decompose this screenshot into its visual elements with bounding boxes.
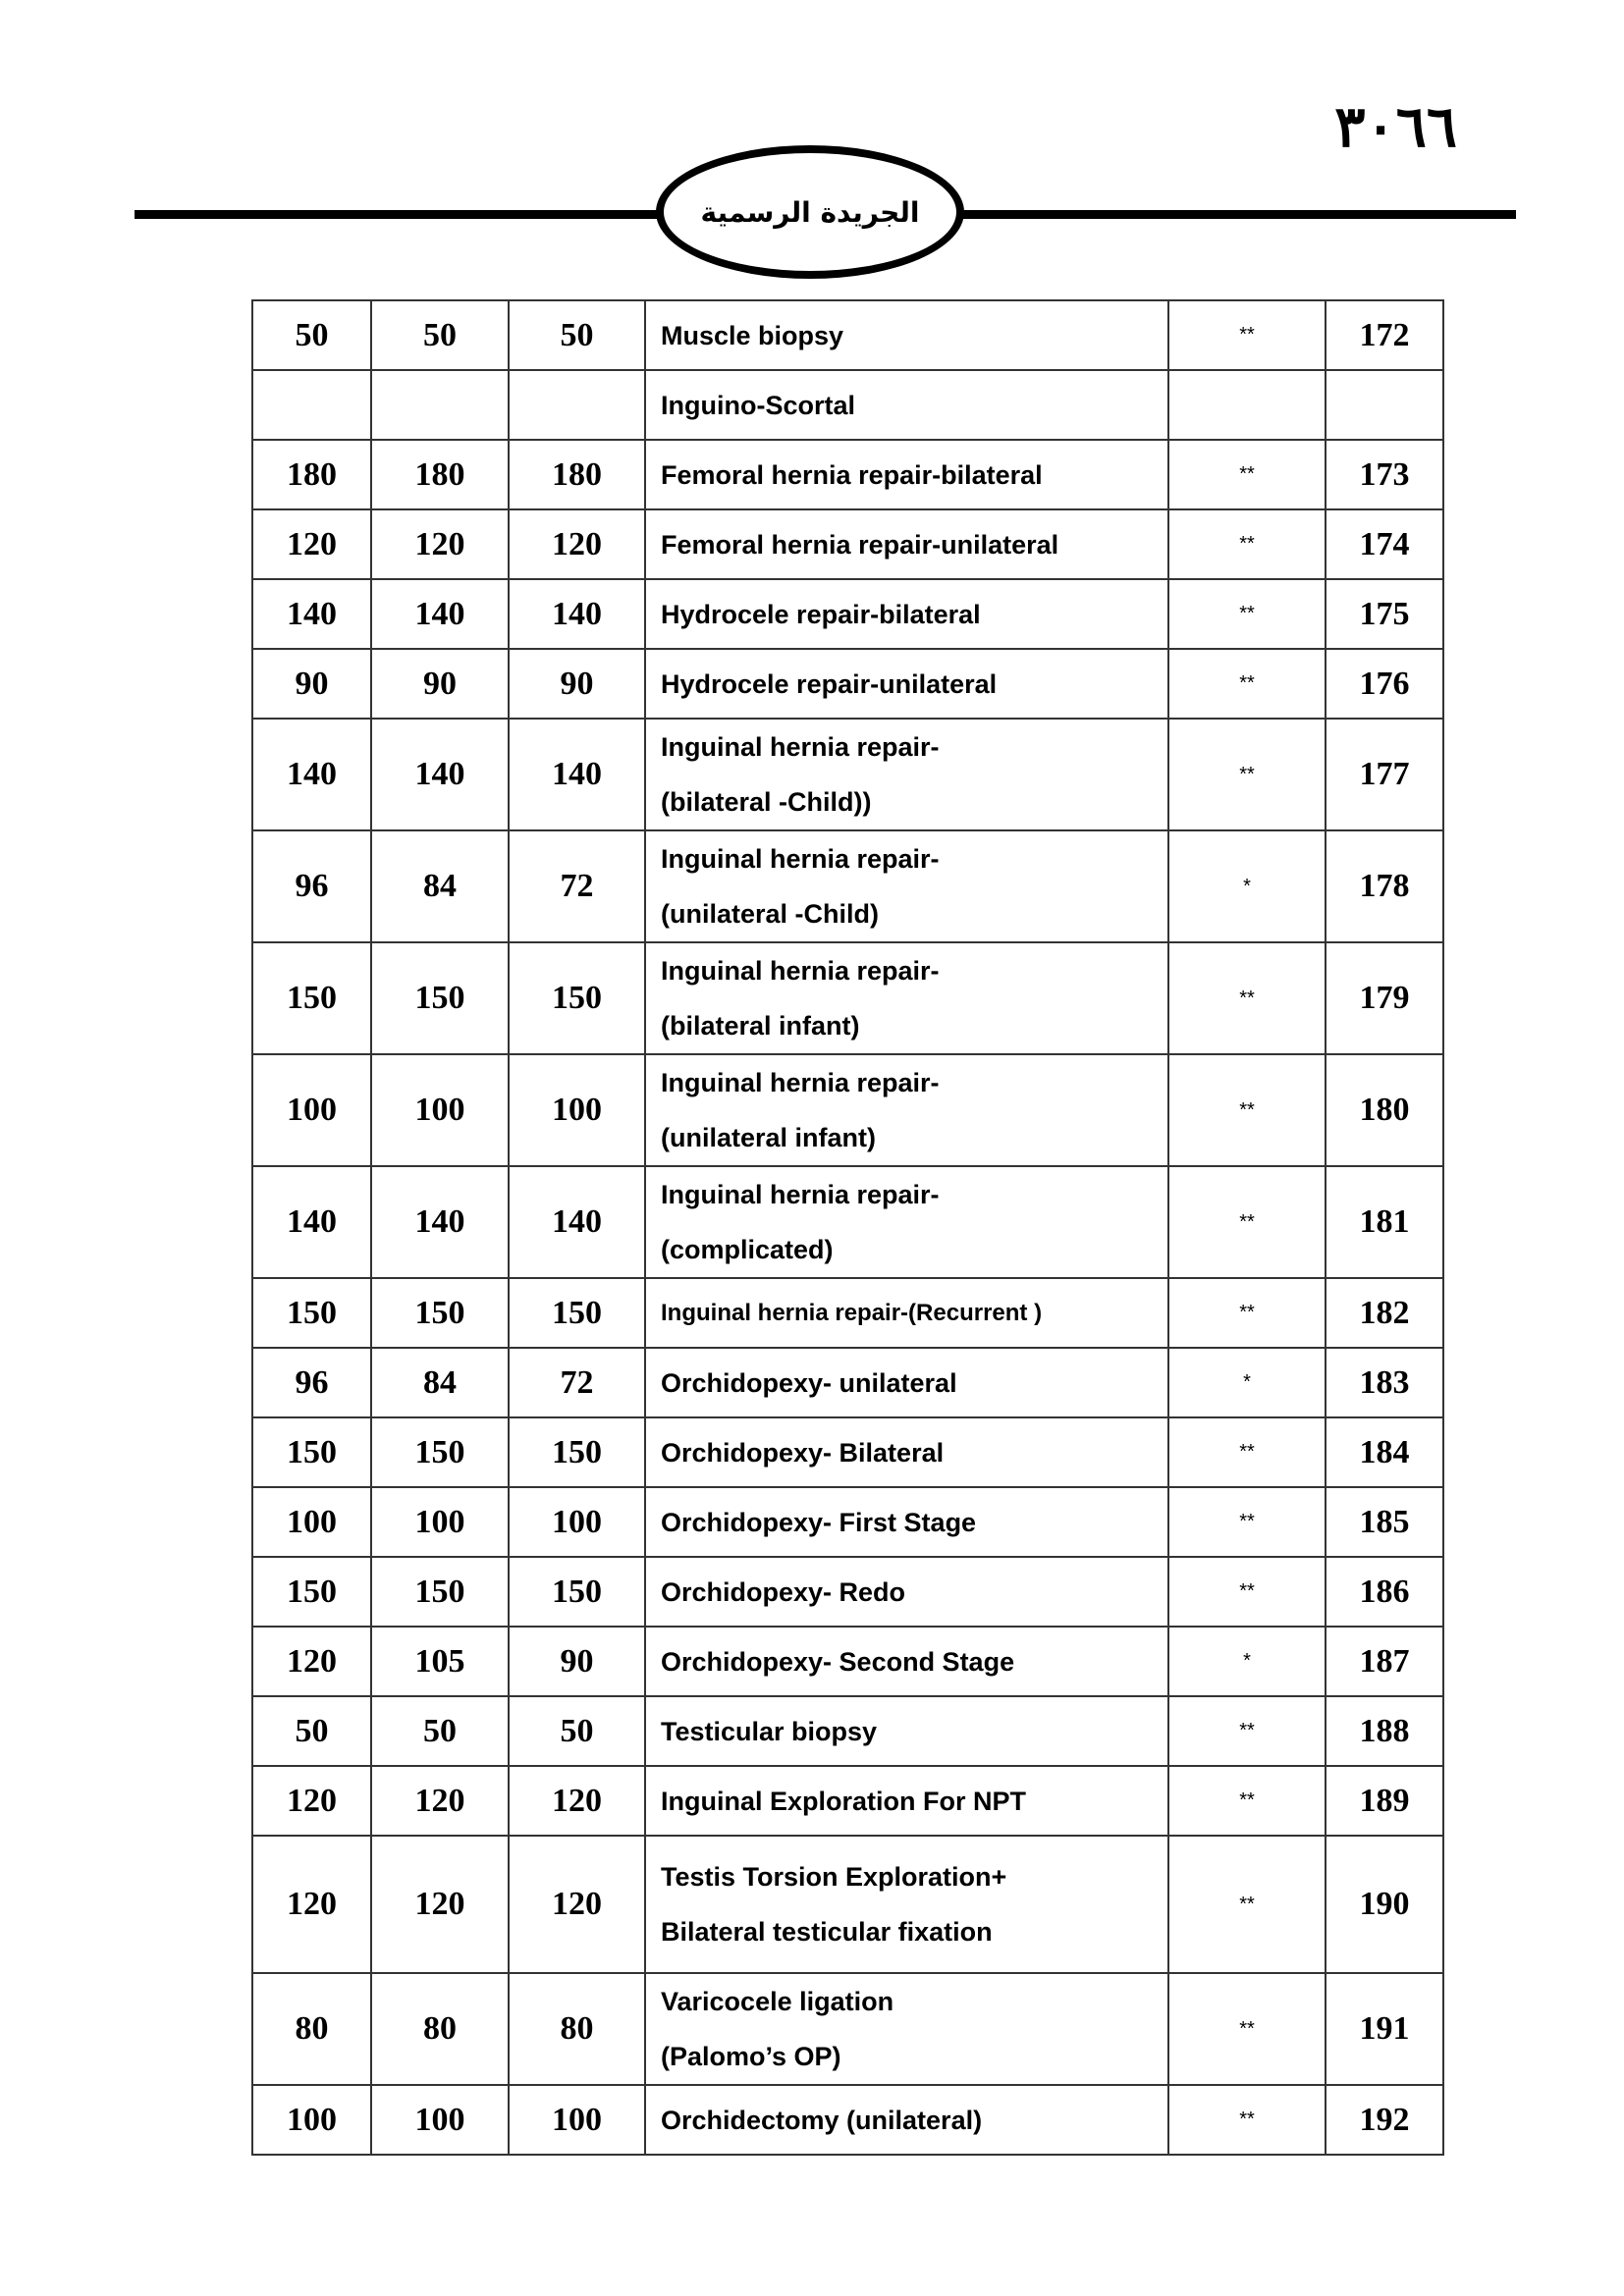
procedure-name [645,1487,1168,1557]
fee-col-2: 100 [371,1487,509,1557]
procedure-code: 173 [1326,440,1443,509]
procedure-name [645,2085,1168,2155]
fee-col-2: 180 [371,440,509,509]
procedure-line: (bilateral -Child)) [661,787,872,817]
procedure-name [645,579,1168,649]
category-mark: ** [1168,1278,1326,1348]
fee-col-1: 150 [252,1557,371,1627]
table-row [252,1836,1443,1973]
procedure-line: (bilateral infant) [661,1011,860,1041]
fee-col-2: 84 [371,1348,509,1417]
procedure-name [645,1696,1168,1766]
procedure-line: Varicocele ligation [661,1987,894,2016]
table-row [252,1627,1443,1696]
procedure-name [645,509,1168,579]
fee-col-1: 100 [252,1487,371,1557]
fee-col-1: 100 [252,2085,371,2155]
procedure-code: 181 [1326,1166,1443,1278]
procedure-name [645,1973,1168,2085]
procedure-line: Inguinal hernia repair- [661,1068,940,1097]
fee-col-2: 120 [371,1836,509,1973]
procedure-line: Testis Torsion Exploration+ [661,1862,1007,1892]
procedure-code: 180 [1326,1054,1443,1166]
fee-col-2: 150 [371,1278,509,1348]
procedure-line: Orchidopexy- Second Stage [661,1646,1015,1677]
fee-col-1: 120 [252,509,371,579]
fee-col-3: 90 [509,1627,645,1696]
fee-col-3: 50 [509,300,645,370]
fee-col-1: 50 [252,300,371,370]
fee-col-1: 150 [252,1417,371,1487]
fee-col-2: 150 [371,942,509,1054]
category-mark: ** [1168,300,1326,370]
category-mark: ** [1168,1696,1326,1766]
procedure-name [645,300,1168,370]
fee-col-2 [371,370,509,440]
fee-col-2: 84 [371,830,509,942]
procedure-name [645,1836,1168,1973]
procedure-line: Inguinal hernia repair- [661,732,940,762]
table-row [252,1348,1443,1417]
table-row [252,649,1443,719]
publication-title: الجريدة الرسمية [700,195,920,229]
fee-col-2: 80 [371,1973,509,2085]
category-mark: ** [1168,1166,1326,1278]
fee-col-3: 120 [509,509,645,579]
fee-col-1: 150 [252,1278,371,1348]
category-mark: ** [1168,719,1326,830]
fee-col-1: 50 [252,1696,371,1766]
table-row [252,1417,1443,1487]
table-row [252,1557,1443,1627]
procedure-line: Bilateral testicular fixation [661,1917,993,1947]
procedure-line: Inguinal hernia repair- [661,956,940,986]
procedure-line: Hydrocele repair-bilateral [661,599,981,629]
fee-col-3: 100 [509,1054,645,1166]
procedure-code: 177 [1326,719,1443,830]
procedure-code: 191 [1326,1973,1443,2085]
category-mark: ** [1168,942,1326,1054]
category-mark: ** [1168,509,1326,579]
procedure-line: Inguinal Exploration For NPT [661,1786,1027,1816]
procedure-line: Inguino-Scortal [661,390,855,420]
procedure-name [645,1627,1168,1696]
fee-col-3 [509,370,645,440]
category-mark: ** [1168,649,1326,719]
procedure-code: 179 [1326,942,1443,1054]
fee-col-1: 80 [252,1973,371,2085]
category-mark: ** [1168,1766,1326,1836]
procedure-line: Orchidectomy (unilateral) [661,2105,983,2135]
procedure-name [645,1278,1168,1348]
procedure-code: 184 [1326,1417,1443,1487]
procedure-line: Orchidopexy- unilateral [661,1367,957,1398]
fee-col-2: 100 [371,1054,509,1166]
procedure-line: (Palomo’s OP) [661,2042,841,2071]
procedure-line: (unilateral -Child) [661,899,879,929]
procedure-name [645,1054,1168,1166]
procedure-code: 186 [1326,1557,1443,1627]
procedure-code: 175 [1326,579,1443,649]
procedure-name [645,1766,1168,1836]
fee-col-2: 50 [371,300,509,370]
procedure-code: 176 [1326,649,1443,719]
procedure-line: Femoral hernia repair-bilateral [661,459,1043,490]
table-row [252,942,1443,1054]
table-row [252,1166,1443,1278]
fee-col-3: 90 [509,649,645,719]
fee-col-2: 120 [371,509,509,579]
procedure-name [645,440,1168,509]
page-number: ٣٠٦٦ [1334,93,1457,160]
fee-col-3: 150 [509,1417,645,1487]
procedure-code: 174 [1326,509,1443,579]
table-row [252,509,1443,579]
procedure-name [645,1417,1168,1487]
table-row [252,1766,1443,1836]
fee-col-3: 150 [509,942,645,1054]
fee-col-2: 150 [371,1417,509,1487]
table-row [252,300,1443,370]
fee-col-1 [252,370,371,440]
procedure-name [645,830,1168,942]
table-row [252,370,1443,440]
fee-col-3: 72 [509,1348,645,1417]
fee-col-2: 100 [371,2085,509,2155]
fee-col-2: 140 [371,719,509,830]
procedure-line: Testicular biopsy [661,1716,878,1746]
procedure-code: 183 [1326,1348,1443,1417]
category-mark: ** [1168,1417,1326,1487]
fee-col-1: 150 [252,942,371,1054]
procedure-name [645,1348,1168,1417]
table-row [252,830,1443,942]
table-row [252,1054,1443,1166]
fee-col-1: 100 [252,1054,371,1166]
procedure-code: 187 [1326,1627,1443,1696]
fee-col-2: 105 [371,1627,509,1696]
category-mark: ** [1168,1487,1326,1557]
fee-col-1: 140 [252,719,371,830]
procedure-name [645,942,1168,1054]
fee-col-1: 96 [252,1348,371,1417]
fee-col-3: 140 [509,579,645,649]
category-mark: ** [1168,1836,1326,1973]
fee-col-1: 96 [252,830,371,942]
table-row [252,1487,1443,1557]
procedure-line: Femoral hernia repair-unilateral [661,529,1059,560]
category-mark: * [1168,830,1326,942]
procedure-line: Muscle biopsy [661,320,844,350]
procedure-code: 182 [1326,1278,1443,1348]
fee-col-3: 100 [509,2085,645,2155]
fee-col-3: 180 [509,440,645,509]
category-mark: ** [1168,579,1326,649]
fee-col-3: 72 [509,830,645,942]
table-row [252,579,1443,649]
procedure-code: 190 [1326,1836,1443,1973]
table-row [252,1973,1443,2085]
category-mark: * [1168,1348,1326,1417]
fee-col-3: 140 [509,719,645,830]
procedures-table [251,299,1444,2156]
category-mark [1168,370,1326,440]
fee-col-3: 150 [509,1557,645,1627]
category-mark: ** [1168,1973,1326,2085]
table-row [252,719,1443,830]
procedure-line: Inguinal hernia repair- [661,1180,940,1209]
procedure-code: 189 [1326,1766,1443,1836]
procedure-line: Orchidopexy- Redo [661,1576,906,1607]
fee-col-1: 140 [252,579,371,649]
procedure-line: Hydrocele repair-unilateral [661,668,998,699]
fee-col-3: 120 [509,1836,645,1973]
procedure-line: Inguinal hernia repair-(Recurrent ) [661,1299,1043,1326]
fee-col-3: 150 [509,1278,645,1348]
fee-col-3: 50 [509,1696,645,1766]
fee-col-1: 180 [252,440,371,509]
fee-col-2: 50 [371,1696,509,1766]
procedure-line: Orchidopexy- Bilateral [661,1437,945,1468]
procedure-name [645,370,1168,440]
fee-col-2: 140 [371,1166,509,1278]
fee-col-1: 120 [252,1766,371,1836]
procedure-name [645,649,1168,719]
fee-col-3: 100 [509,1487,645,1557]
category-mark: ** [1168,1054,1326,1166]
procedure-code: 185 [1326,1487,1443,1557]
fee-col-3: 120 [509,1766,645,1836]
procedure-code: 192 [1326,2085,1443,2155]
fee-col-2: 90 [371,649,509,719]
fee-col-3: 140 [509,1166,645,1278]
category-mark: ** [1168,440,1326,509]
fee-col-1: 120 [252,1627,371,1696]
category-mark: ** [1168,2085,1326,2155]
procedure-line: Inguinal hernia repair- [661,844,940,874]
procedure-code [1326,370,1443,440]
fee-col-2: 120 [371,1766,509,1836]
procedure-name [645,1166,1168,1278]
fee-col-2: 150 [371,1557,509,1627]
procedure-code: 188 [1326,1696,1443,1766]
masthead-oval [656,145,964,279]
fee-col-2: 140 [371,579,509,649]
table-row [252,1696,1443,1766]
procedure-code: 172 [1326,300,1443,370]
procedure-name [645,1557,1168,1627]
procedure-line: (unilateral infant) [661,1123,877,1152]
fee-col-3: 80 [509,1973,645,2085]
category-mark: * [1168,1627,1326,1696]
fee-col-1: 90 [252,649,371,719]
procedure-line: (complicated) [661,1235,834,1264]
table-row [252,2085,1443,2155]
table-row [252,1278,1443,1348]
procedure-code: 178 [1326,830,1443,942]
fee-col-1: 140 [252,1166,371,1278]
table-row [252,440,1443,509]
procedure-name [645,719,1168,830]
fee-col-1: 120 [252,1836,371,1973]
procedure-line: Orchidopexy- First Stage [661,1507,977,1537]
category-mark: ** [1168,1557,1326,1627]
